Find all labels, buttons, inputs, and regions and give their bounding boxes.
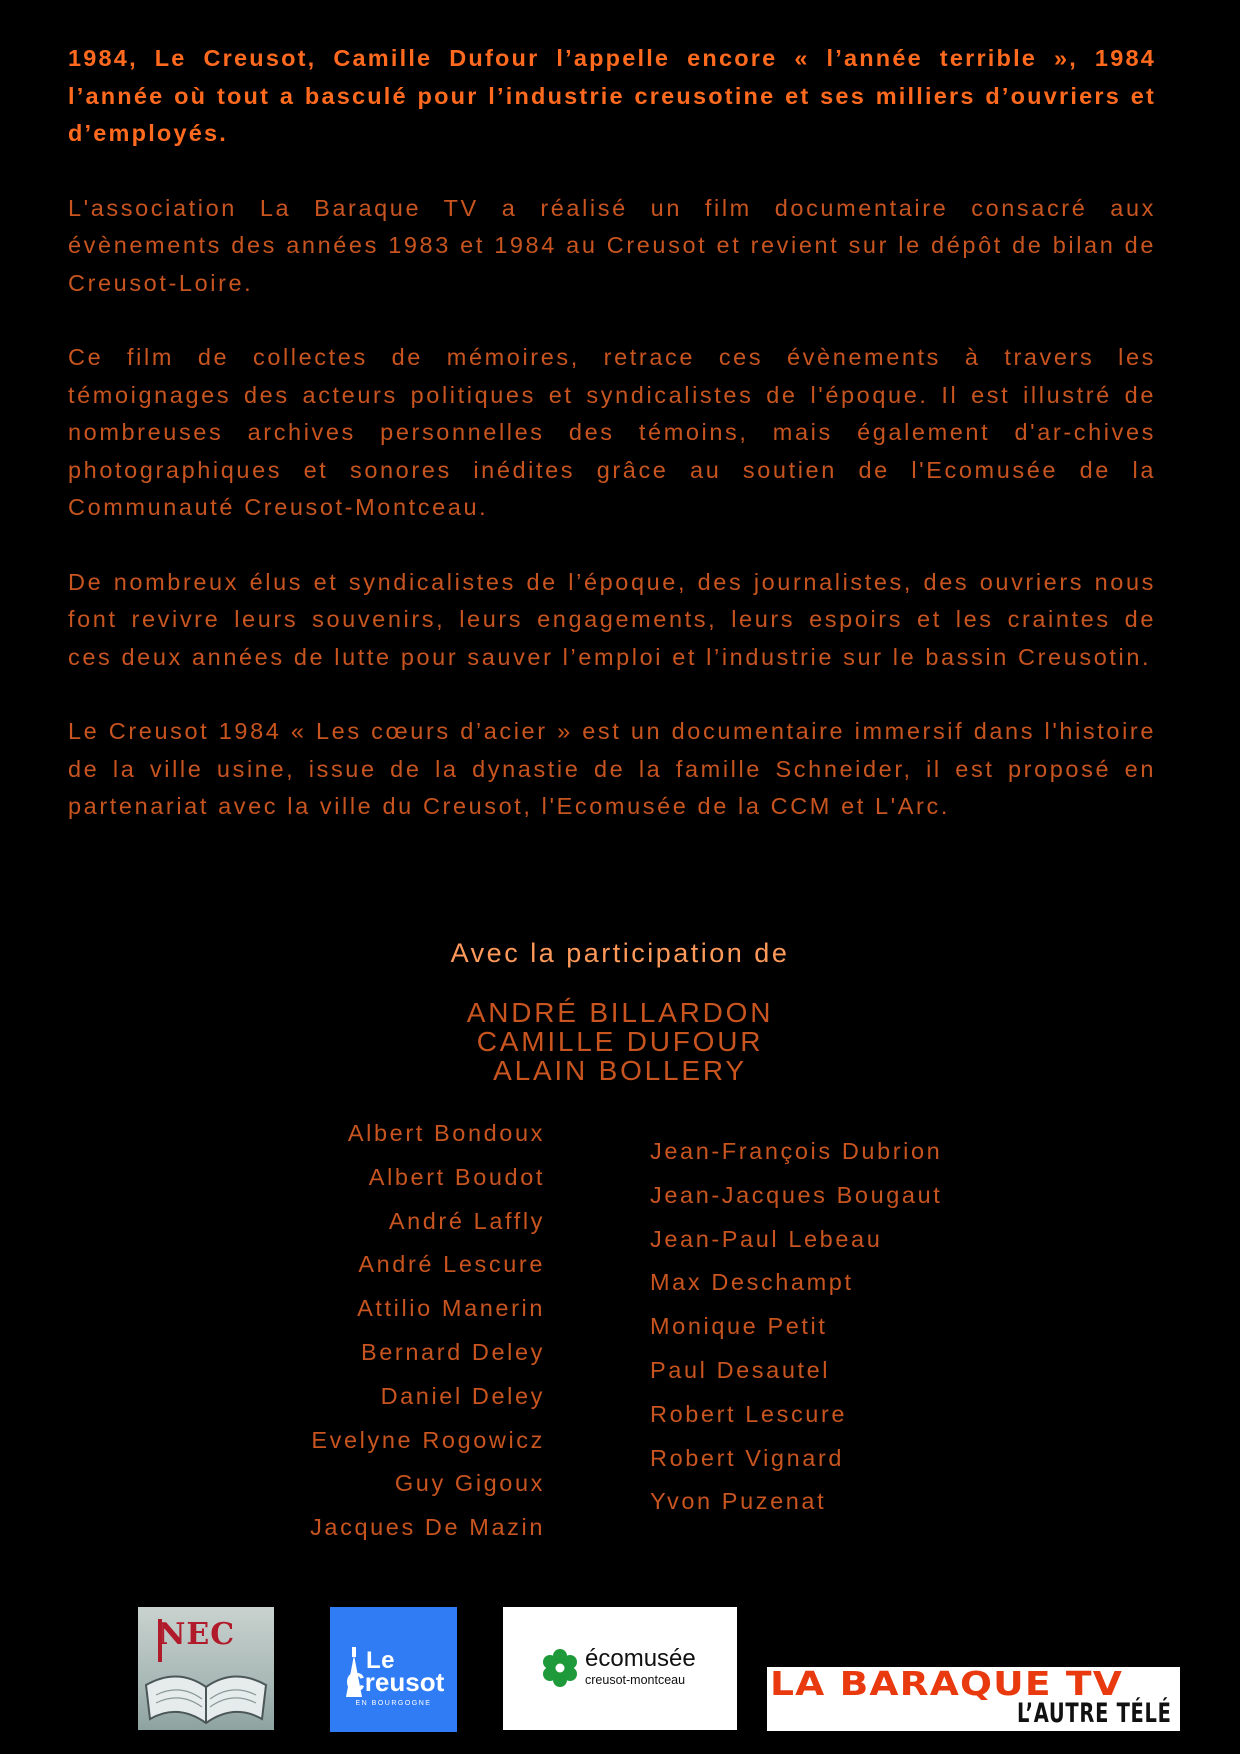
ecomusee-logo <box>503 1607 737 1730</box>
participant-name: Jean-François Dubrion <box>650 1138 943 1164</box>
baraque-logo-subtitle: L’AUTRE TÉLÉ <box>1017 1698 1172 1729</box>
participant-name: Yvon Puzenat <box>650 1488 827 1515</box>
participant-name: Daniel Deley <box>380 1382 545 1409</box>
participation-heading: Avec la participation de <box>450 938 790 968</box>
lead-name: ANDRÉ BILLARDON <box>466 997 774 1028</box>
participant-name: Bernard Deley <box>360 1338 545 1365</box>
participants-right-column <box>650 1130 1050 1524</box>
nec-logo-text: NEC <box>158 1617 236 1652</box>
participant-name: Paul Desautel <box>650 1356 831 1383</box>
participant-name: Evelyne Rogowicz <box>311 1426 545 1453</box>
participant-name: Monique Petit <box>650 1313 828 1340</box>
intro-text <box>68 40 1156 863</box>
participant-name: Albert Bondoux <box>347 1120 545 1146</box>
participant-name: André Laffly <box>388 1207 545 1234</box>
baraque-logo-title: LA BARAQUE TV <box>770 1667 1123 1703</box>
nec-logo <box>138 1607 274 1730</box>
paragraph-film: Ce film de collectes de mémoires, retrace ces évènements à travers les témoignages des acteurs politiques et syndicalistes de l'époque. Il est illustré de nombreuses archives personnelles des témoins, mais également d'ar-chives photographiques et sonores inédites grâce au soutien de l'Ecomusée de la Communauté Creusot-Montceau. <box>68 344 1156 520</box>
participant-name: Jean-Jacques Bougaut <box>650 1181 943 1208</box>
participants-left-column <box>200 1112 545 1550</box>
lead-name: ALAIN BOLLERY <box>493 1055 747 1086</box>
open-book-icon <box>138 1607 274 1730</box>
participant-name: Robert Lescure <box>650 1400 848 1427</box>
lead-name: CAMILLE DUFOUR <box>476 1026 764 1057</box>
paragraph-association: L'association La Baraque TV a réalisé un film documentaire consacré aux évènements des années 1983 et 1984 au Creusot et revient sur le dépôt de bilan de Creusot-Loire. <box>68 194 1156 296</box>
paragraph-documentary: Le Creusot 1984 « Les cœurs d’acier » est un documentaire immersif dans l'histoire de la ville usine, issue de la dynastie de la famille Schneider, il est proposé en partenariat avec la ville du Creusot, l'Ecomusée de la CCM et L'Arc. <box>68 718 1156 819</box>
ecomusee-logo-name: écomusée <box>585 1645 696 1672</box>
lead-participants <box>0 998 1240 1085</box>
participant-name: Albert Boudot <box>368 1163 545 1190</box>
participant-name: Guy Gigoux <box>394 1470 545 1497</box>
paragraph-intro: 1984, Le Creusot, Camille Dufour l’appelle encore « l’année terrible », 1984 l’année où tout a basculé pour l’industrie creusotine et ses milliers d’ouvriers et d’employés. <box>68 45 1156 146</box>
ecomusee-logo-sub: creusot-montceau <box>585 1673 686 1687</box>
participant-name: André Lescure <box>358 1251 545 1278</box>
creusot-logo-sub: EN BOURGOGNE <box>355 1700 432 1707</box>
participant-name: Jacques De Mazin <box>310 1514 545 1541</box>
participant-name: Max Deschampt <box>650 1269 854 1296</box>
participant-name: Attilio Manerin <box>357 1295 545 1322</box>
creusot-logo-le: Le <box>366 1647 396 1674</box>
participant-name: Robert Vignard <box>650 1444 845 1471</box>
le-creusot-logo <box>330 1607 457 1732</box>
creusot-logo-name: Creusot <box>346 1667 445 1697</box>
paragraph-witnesses: De nombreux élus et syndicalistes de l’époque, des journalistes, des ouvriers nous font revivre leurs souvenirs, leurs engagements, leurs espoirs et les craintes de ces deux années de lutte pour sauver l’emploi et l’industrie sur le bassin Creusotin. <box>68 568 1156 670</box>
la-baraque-tv-logo <box>767 1667 1180 1731</box>
participant-name: Jean-Paul Lebeau <box>650 1225 883 1252</box>
